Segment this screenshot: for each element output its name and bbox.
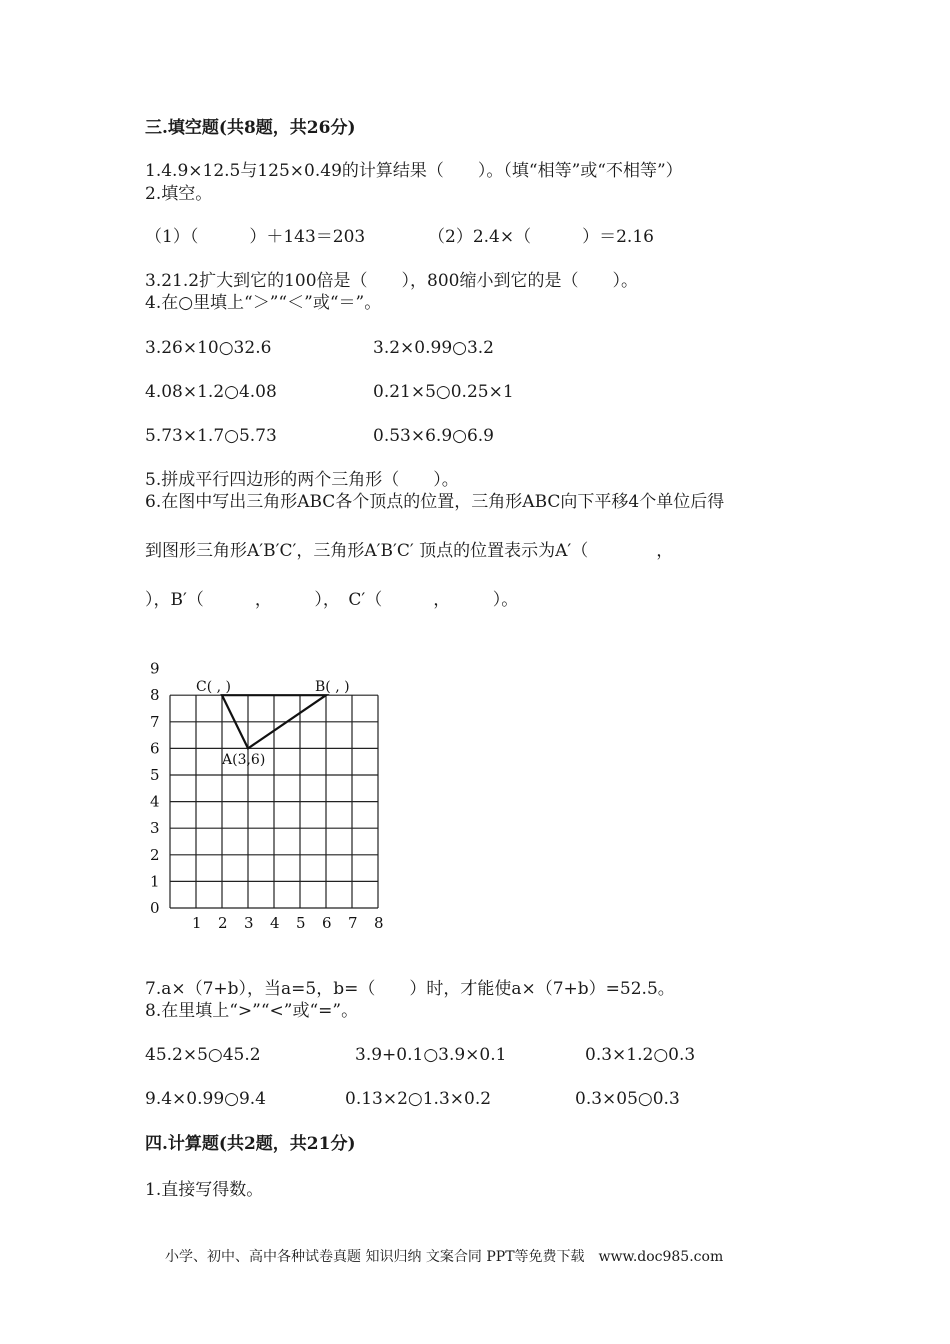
x-tick-label: 3: [244, 914, 254, 932]
footer-text: 小学、初中、高中各种试卷真题 知识归纳 文案合同 PPT等免费下载 www.doc985.com: [165, 1249, 724, 1265]
section4-heading: 四.计算题(共2题，共21分): [145, 1134, 356, 1154]
x-tick-label: 4: [270, 914, 280, 932]
question-2-part-2: （2）2.4×（ ）＝2.16: [428, 227, 654, 247]
question-3: 3.21.2扩大到它的100倍是（ ），800缩小到它的是（ ）。: [145, 271, 638, 291]
x-tick-label: 5: [296, 914, 306, 932]
x-tick-label: 8: [374, 914, 384, 932]
question-1: 1.4.9×12.5与125×0.49的计算结果（ ）。（填“相等”或“不相等”）: [145, 161, 683, 181]
y-tick-label: 6: [150, 739, 160, 758]
q4-row-1-left: 3.26×10○32.6: [145, 338, 272, 358]
question-8-title: 8.在里填上“>”“<”或“=”。: [145, 1001, 359, 1021]
vertex-b-label: B( , ): [315, 679, 350, 695]
question-4-title: 4.在○里填上“＞”“＜”或“＝”。: [145, 293, 382, 313]
q8-row-2-col-2: 0.13×2○1.3×0.2: [345, 1089, 492, 1109]
q8-row-2-col-3: 0.3×05○0.3: [575, 1089, 680, 1109]
question-2-title: 2.填空。: [145, 184, 213, 204]
y-tick-label: 1: [150, 872, 160, 891]
question-6-line-3: ），B′（ ， ）， C′（ ， ）。: [145, 590, 519, 610]
q4-row-3-left: 5.73×1.7○5.73: [145, 426, 277, 446]
grid-lines: [170, 695, 378, 908]
y-tick-label: 5: [150, 766, 160, 784]
x-tick-label: 7: [348, 914, 358, 932]
question-5: 5.拼成平行四边形的两个三角形（ ）。: [145, 470, 459, 490]
q8-row-1-col-2: 3.9+0.1○3.9×0.1: [355, 1045, 507, 1065]
y-tick-label: 7: [150, 712, 160, 731]
question-6-line-2: 到图形三角形A′B′C′，三角形A′B′C′ 顶点的位置表示为A′（ ，: [145, 541, 674, 561]
q8-row-2-col-1: 9.4×0.99○9.4: [145, 1089, 267, 1109]
q4-row-3-right: 0.53×6.9○6.9: [373, 426, 495, 446]
q8-row-1-col-1: 45.2×5○45.2: [145, 1045, 261, 1065]
vertex-a-label: A(3,6): [222, 752, 266, 768]
vertex-c-label: C( , ): [196, 679, 231, 695]
question-2-part-1: （1）（ ）＋143＝203: [145, 227, 366, 247]
q4-row-1-right: 3.2×0.99○3.2: [373, 338, 495, 358]
y-axis-ticks: [150, 660, 160, 917]
x-tick-label: 2: [218, 914, 228, 932]
q4-row-2-right: 0.21×5○0.25×1: [373, 382, 514, 402]
y-tick-label: 3: [150, 819, 160, 838]
q8-row-1-col-3: 0.3×1.2○0.3: [585, 1045, 696, 1065]
y-tick-label: 4: [150, 792, 160, 811]
section4-question-1: 1.直接写得数。: [145, 1180, 264, 1200]
q4-row-2-left: 4.08×1.2○4.08: [145, 382, 277, 402]
y-tick-label: 2: [150, 845, 160, 864]
x-tick-label: 6: [322, 914, 332, 932]
x-axis-ticks: [192, 914, 384, 932]
y-tick-label: 0: [150, 899, 160, 917]
section3-heading: 三.填空题(共8题，共26分): [145, 118, 356, 138]
y-tick-label: 9: [150, 659, 160, 678]
question-6-line-1: 6.在图中写出三角形ABC各个顶点的位置，三角形ABC向下平移4个单位后得: [145, 492, 725, 512]
question-7: 7.a×（7+b），当a=5，b=（ ）时，才能使a×（7+b）=52.5。: [145, 979, 675, 999]
x-tick-label: 1: [192, 914, 202, 932]
coordinate-grid-figure: [140, 656, 390, 932]
y-tick-label: 8: [150, 686, 160, 705]
